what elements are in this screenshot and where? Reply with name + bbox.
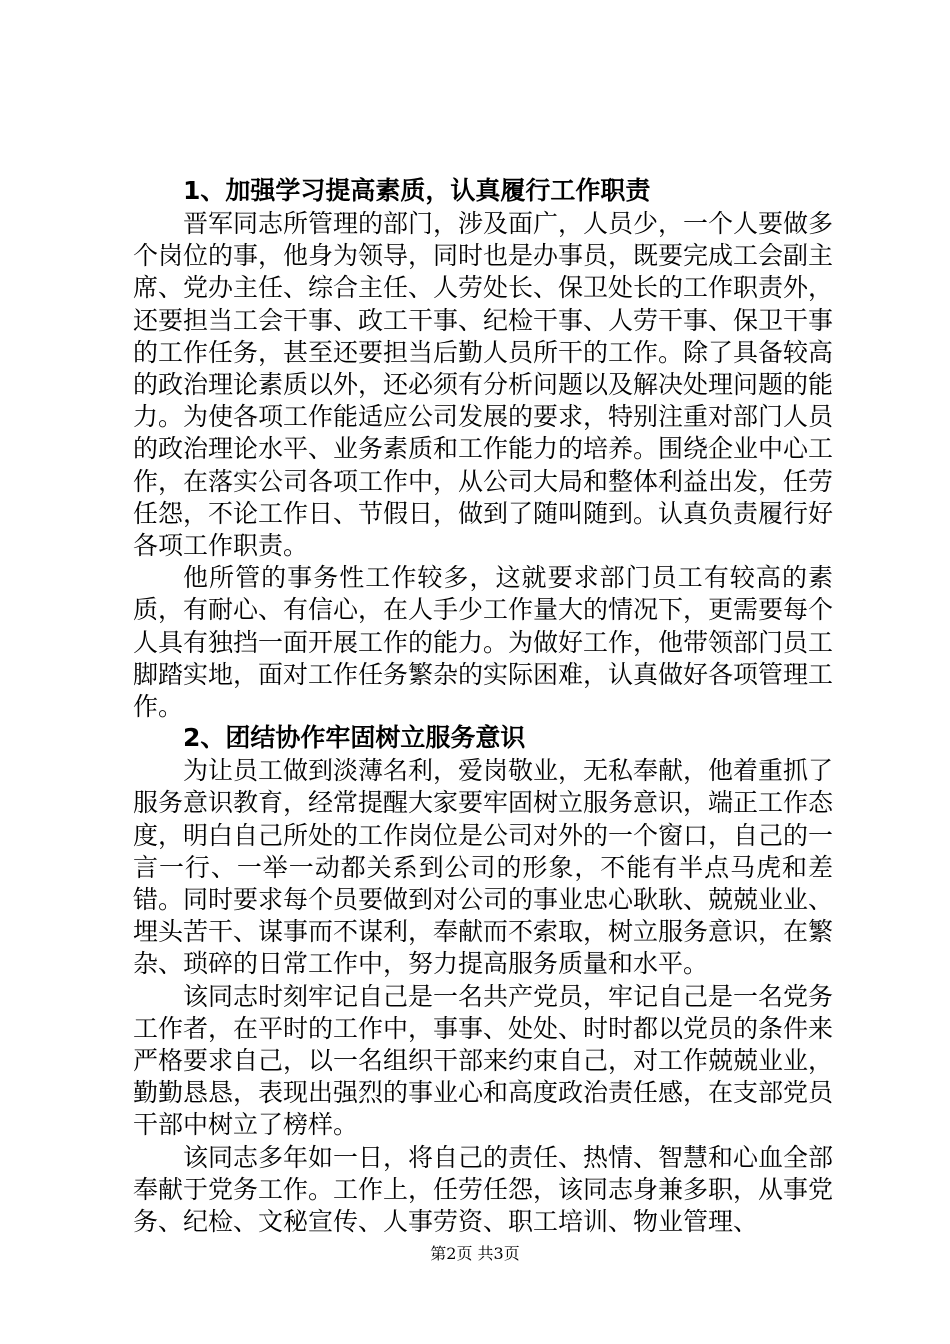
paragraph: 为让员工做到淡薄名利，爱岗敬业，无私奉献，他着重抓了服务意识教育，经常提醒大家要牢固树立服务意识，端正工作态度，明白自己所处的工作岗位是公司对外的一个窗口，自己的一言一行、一举一动都关系到公司的形象，不能有半点马虎和差错。同时要求每个员要做到对公司的事业忠心耿耿、兢兢业业、埋头苦干、谋事而不谋利，奉献而不索取，树立服务意识，在繁杂、琐碎的日常工作中，努力提高服务质量和水平。: [133, 756, 834, 979]
document-body: [133, 176, 833, 1238]
paragraph: 他所管的事务性工作较多，这就要求部门员工有较高的素质，有耐心、有信心，在人手少工作量大的情况下，更需要每个人具有独挡一面开展工作的能力。为做好工作，他带领部门员工脚踏实地，面对工作任务繁杂的实际困难，认真做好各项管理工作。: [133, 563, 834, 722]
page-number-footer: 第2页 共3页: [430, 1244, 520, 1263]
paragraph: 该同志时刻牢记自己是一名共产党员，牢记自己是一名党务工作者，在平时的工作中，事事、处处、时时都以党员的条件来严格要求自己，以一名组织干部来约束自己，对工作兢兢业业，勤勤恳恳，表现出强烈的事业心和高度政治责任感，在支部党员干部中树立了榜样。: [133, 981, 834, 1140]
section-heading-1: 1、加强学习提高素质，认真履行工作职责: [183, 176, 651, 205]
paragraph: 晋军同志所管理的部门，涉及面广，人员少，一个人要做多个岗位的事，他身为领导，同时也是办事员，既要完成工会副主席、党办主任、综合主任、人劳处长、保卫处长的工作职责外，还要担当工会干事、政工干事、纪检干事、人劳干事、保卫干事的工作任务，甚至还要担当后勤人员所干的工作。除了具备较高的政治理论素质以外，还必须有分析问题以及解决处理问题的能力。为使各项工作能适应公司发展的要求，特别注重对部门人员的政治理论水平、业务素质和工作能力的培养。围绕企业中心工作，在落实公司各项工作中，从公司大局和整体利益出发，任劳任怨，不论工作日、节假日，做到了随叫随到。认真负责履行好各项工作职责。: [133, 209, 834, 561]
section-heading-2: 2、团结协作牢固树立服务意识: [183, 723, 526, 753]
paragraph: 该同志多年如一日，将自己的责任、热情、智慧和心血全部奉献于党务工作。工作上，任劳任怨，该同志身兼多职，从事党务、纪检、文秘宣传、人事劳资、职工培训、物业管理、: [133, 1142, 834, 1237]
